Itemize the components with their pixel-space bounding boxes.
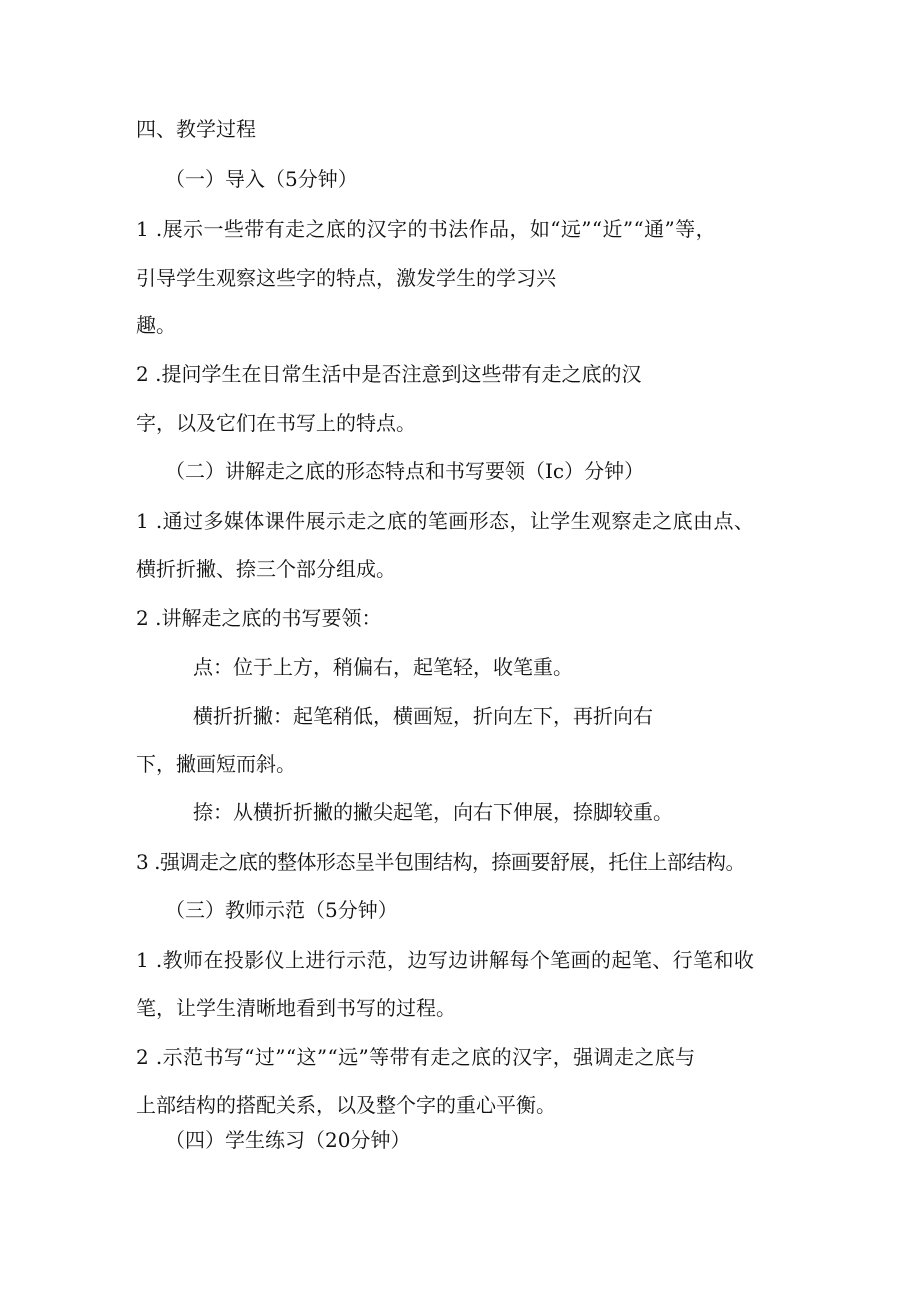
part1-item2-line2: 字，以及它们在书写上的特点。 — [136, 411, 416, 435]
part1-item1-line1: 1 .展示一些带有走之底的汉字的书法作品，如“远”“近”“通”等， — [136, 217, 716, 241]
part1-item2-line1: 2 .提问学生在日常生活中是否注意到这些带有走之底的汉 — [136, 362, 642, 386]
point-hzzp-line1: 横折折撇：起笔稍低，横画短，折向左下，再折向右 — [193, 704, 653, 728]
part3-item1-line2: 笔，让学生清晰地看到书写的过程。 — [136, 996, 456, 1020]
part3-item2-line1: 2 .示范书写“过”“这”“远”等带有走之底的汉字，强调走之底与 — [136, 1045, 696, 1069]
part2-item2-line1: 2 .讲解走之底的书写要领： — [136, 606, 382, 630]
part1-item1-line3: 趣。 — [136, 313, 176, 337]
part2-item1-line1: 1 .通过多媒体课件展示走之底的笔画形态，让学生观察走之底由点、 — [136, 509, 755, 533]
part2-heading: （二）讲解走之底的形态特点和书写要领（Ic）分钟） — [165, 459, 645, 483]
section-title: 四、教学过程 — [136, 117, 256, 141]
part1-item1-line2: 引导学生观察这些字的特点，激发学生的学习兴 — [136, 266, 556, 290]
point-hzzp-line2: 下，撇画短而斜。 — [136, 752, 296, 776]
part2-item1-line2: 横折折撇、捺三个部分组成。 — [136, 557, 396, 581]
point-dot: 点：位于上方，稍偏右，起笔轻，收笔重。 — [193, 655, 573, 679]
part3-item2-line2: 上部结构的搭配关系，以及整个字的重心平衡。 — [136, 1093, 556, 1117]
part3-item1-line1: 1 .教师在投影仪上进行示范，边写边讲解每个笔画的起笔、行笔和收 — [136, 948, 755, 972]
part2-item3-line1: 3 .强调走之底的整体形态呈半包围结构，捺画要舒展，托住上部结构。 — [136, 850, 745, 874]
part4-heading: （四）学生练习（20分钟） — [165, 1128, 411, 1152]
part3-heading: （三）教师示范（5分钟） — [165, 898, 398, 922]
point-na: 捺：从横折折撇的撇尖起笔，向右下伸展，捺脚较重。 — [193, 800, 673, 824]
part1-heading: （一）导入（5分钟） — [165, 167, 358, 191]
